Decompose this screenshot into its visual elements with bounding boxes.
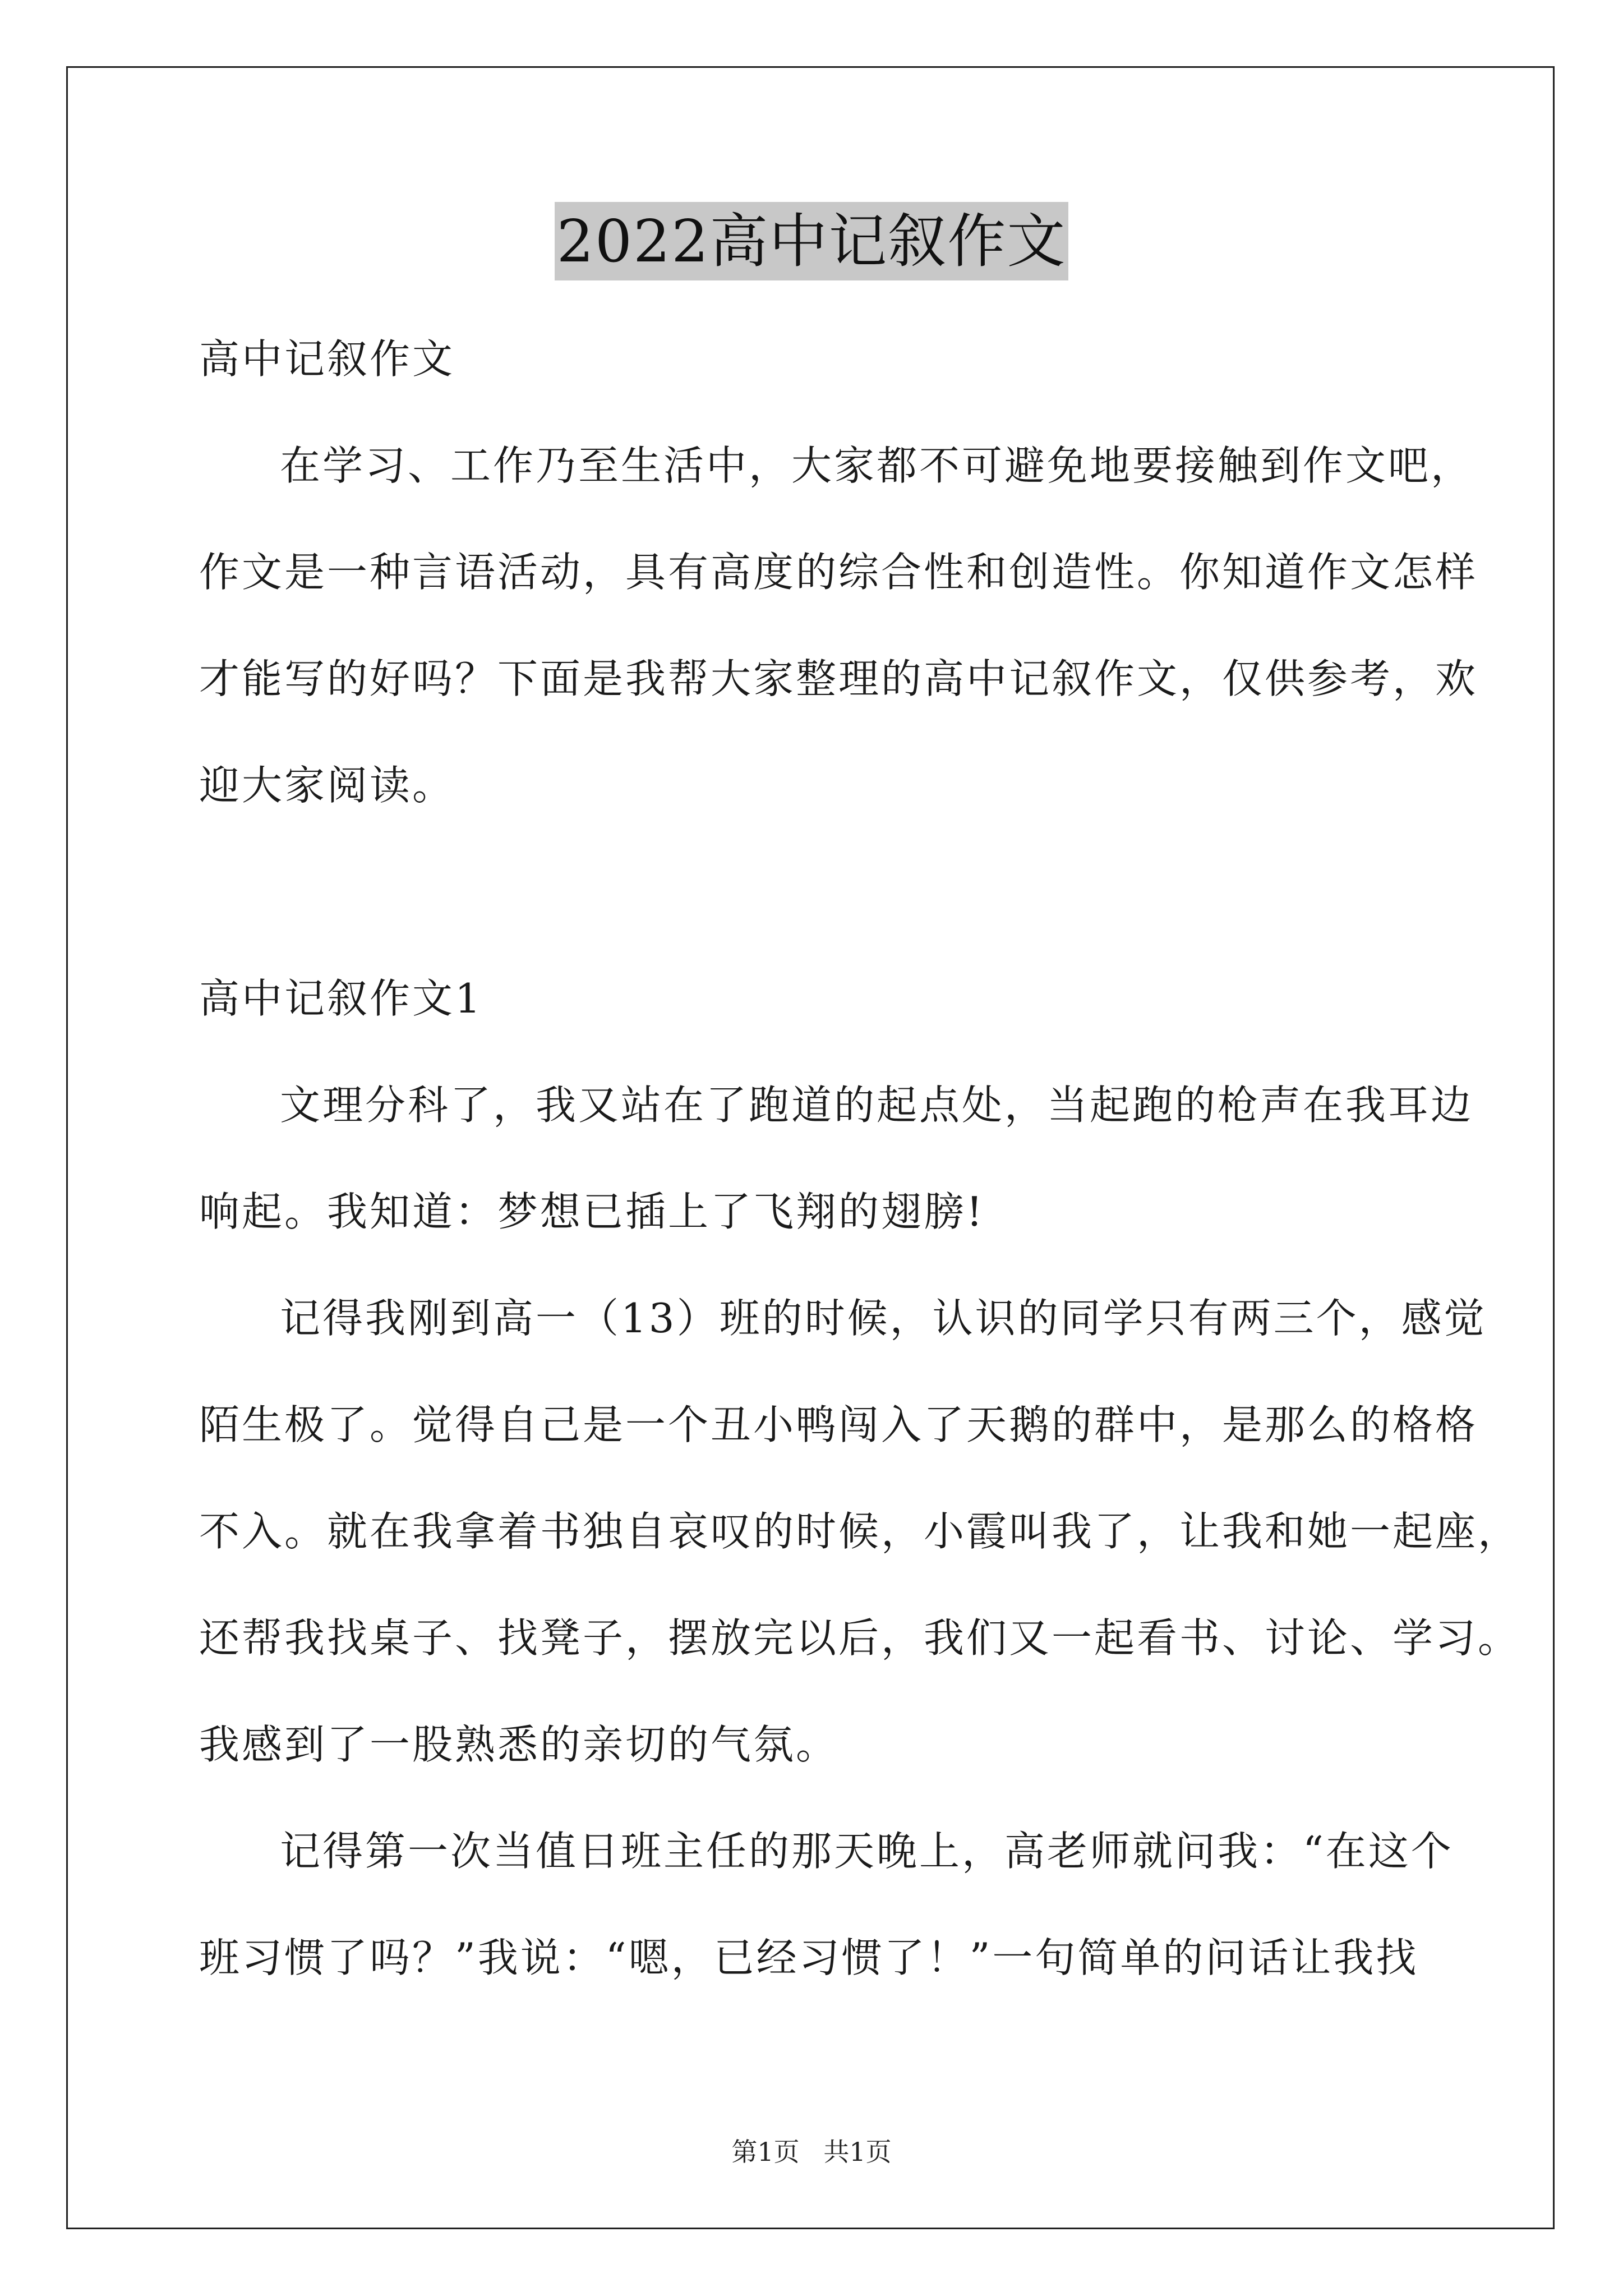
intro-line: 才能写的好吗？下面是我帮大家整理的高中记叙作文，仅供参考，欢 <box>199 655 1478 702</box>
paragraph-line: 响起。我知道：梦想已插上了飞翔的翅膀! <box>199 1188 985 1235</box>
paragraph-line: 我感到了一股熟悉的亲切的气氛。 <box>199 1721 839 1768</box>
paragraph-line: 记得第一次当值日班主任的那天晚上，高老师就问我：“在这个 <box>280 1828 1454 1875</box>
page-number: 第1页 <box>731 2137 800 2167</box>
intro-line: 在学习、工作乃至生活中，大家都不可避免地要接触到作文吧， <box>280 442 1474 489</box>
section-heading: 高中记叙作文1 <box>199 975 483 1022</box>
paragraph-gap <box>199 839 1438 945</box>
paragraph-line: 班习惯了吗？”我说：“嗯，已经习惯了！”一句简单的问话让我找 <box>199 1934 1419 1981</box>
intro-line: 作文是一种言语活动，具有高度的综合性和创造性。你知道作文怎样 <box>199 549 1478 596</box>
paragraph-line: 陌生极了。觉得自己是一个丑小鸭闯入了天鹅的群中，是那么的格格 <box>199 1401 1478 1448</box>
title-wrap <box>0 202 1623 280</box>
document-body <box>199 306 1521 2011</box>
page-footer <box>0 2132 1623 2169</box>
paragraph-line: 文理分科了，我又站在了跑道的起点处，当起跑的枪声在我耳边 <box>280 1082 1474 1129</box>
intro-line: 迎大家阅读。 <box>199 762 455 809</box>
paragraph-line: 不入。就在我拿着书独自哀叹的时候，小霞叫我了，让我和她一起座， <box>199 1508 1521 1555</box>
paragraph-line: 记得我刚到高一（13）班的时候，认识的同学只有两三个，感觉 <box>280 1295 1487 1342</box>
document-subtitle: 高中记叙作文 <box>199 335 455 383</box>
page-total: 共1页 <box>823 2137 892 2167</box>
paragraph-line: 还帮我找桌子、找凳子，摆放完以后，我们又一起看书、讨论、学习。 <box>199 1614 1521 1662</box>
document-title: 2022高中记叙作文 <box>555 202 1069 280</box>
